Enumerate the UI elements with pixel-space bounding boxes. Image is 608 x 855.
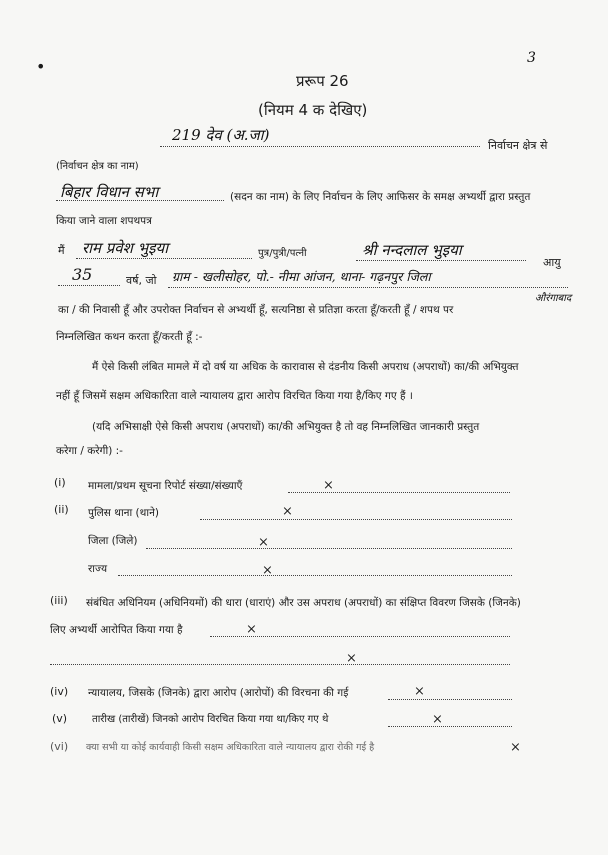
form-title: प्ररूप 26 xyxy=(296,72,349,90)
constituency-line xyxy=(160,146,480,147)
name-line xyxy=(76,258,252,259)
address-line xyxy=(168,287,568,288)
relation-label: पुत्र/पुत्री/पत्नी xyxy=(258,248,307,259)
years-text: वर्ष, जो xyxy=(126,274,157,287)
item-iv-label: न्यायालय, जिसके (जिनके) द्वारा आरोप (आरोपों) की विरचना की गई xyxy=(88,687,349,699)
house-value: बिहार विधान सभा xyxy=(60,183,159,201)
candidate-name: राम प्रवेश भुइया xyxy=(82,239,169,257)
item-vi-label: क्या सभी या कोई कार्यवाही किसी सक्षम अधिकारिता वाले न्यायालय द्वारा रोकी गई है xyxy=(86,742,375,753)
father-line xyxy=(356,260,526,261)
item-ii-district-line xyxy=(146,548,512,549)
item-i-line xyxy=(288,492,510,493)
item-iii-number: (iii) xyxy=(50,594,68,607)
age-line xyxy=(58,285,120,286)
house-text-2: किया जाने वाला शपथपत्र xyxy=(56,215,152,227)
rule-reference: (नियम 4 क देखिए) xyxy=(258,101,368,119)
item-i-number: (i) xyxy=(54,476,66,489)
item-iv-number: (iv) xyxy=(50,685,69,698)
item-ii-nil-mark: × xyxy=(282,504,293,519)
para2-line-1: (यदि अभिसाक्षी ऐसे किसी अपराध (अपराधों) का/की अभियुक्त है तो वह निम्नलिखित जानकारी प्रस्तुत xyxy=(92,421,480,433)
house-text: (सदन का नाम) के लिए निर्वाचन के लिए आफिसर के समक्ष अभ्यर्थी द्वारा प्रस्तुत xyxy=(230,191,531,203)
item-v-line xyxy=(388,726,512,727)
item-iv-line xyxy=(388,699,512,700)
constituency-left-label: (निर्वाचन क्षेत्र का नाम) xyxy=(56,161,139,172)
item-iii-line-1: संबंधित अधिनियम (अधिनियमों) की धारा (धाराएं) और उस अपराध (अपराधों) का संक्षिप्त विवरण जिसके (जिनके) xyxy=(86,597,521,609)
declaration-line-1: का / की निवासी हूँ और उपरोक्त निर्वाचन से अभ्यर्थी हूँ, सत्यनिष्ठा से प्रतिज्ञा करता हूँ/करती हूँ / शपथ पर xyxy=(58,304,454,316)
item-ii-line xyxy=(200,519,512,520)
item-iii-extra-nil-mark: × xyxy=(346,651,357,666)
item-ii-district-nil-mark: × xyxy=(258,535,269,550)
item-i-nil-mark: × xyxy=(323,478,334,493)
item-ii-state-line xyxy=(118,575,512,576)
age-label: आयु xyxy=(543,256,561,269)
item-ii-state: राज्य xyxy=(88,563,108,575)
item-iv-nil-mark: × xyxy=(414,684,425,699)
item-v-label: तारीख (तारीखें) जिनको आरोप विरचित किया गया था/किए गए थे xyxy=(92,714,329,725)
item-ii-state-nil-mark: × xyxy=(262,563,273,578)
item-i-label: मामला/प्रथम सूचना रिपोर्ट संख्या/संख्याएँ xyxy=(88,480,243,492)
para1-line-1: मैं ऐसे किसी लंबित मामले में दो वर्ष या अधिक के कारावास से दंडनीय किसी अपराध (अपराधों) का/की अभियुक्त xyxy=(92,361,519,373)
age-value: 35 xyxy=(72,265,93,284)
constituency-value: 219 देव (अ.जा) xyxy=(172,126,270,144)
item-vi-nil-mark: × xyxy=(510,740,521,755)
item-iii-nil-mark: × xyxy=(246,622,257,637)
item-ii-label: पुलिस थाना (थाने) xyxy=(88,507,160,519)
para2-line-2: करेगा / करेगी) :- xyxy=(56,445,123,457)
constituency-right-label: निर्वाचन क्षेत्र से xyxy=(488,139,548,152)
house-line xyxy=(56,200,224,201)
stray-mark: • xyxy=(36,57,46,76)
item-ii-number: (ii) xyxy=(54,503,69,516)
item-iii-line-2: लिए अभ्यर्थी आरोपित किया गया है xyxy=(50,624,183,636)
item-ii-district: जिला (जिले) xyxy=(88,535,138,547)
address-value: ग्राम - खलीसोहर, पो.- नीमा आंजन, थाना- गढ़नपुर जिला xyxy=(172,269,431,284)
corner-mark: 3 xyxy=(527,50,536,66)
item-v-nil-mark: × xyxy=(432,712,443,727)
address-value-2: औरंगाबाद xyxy=(535,293,572,304)
item-iii-extra-line xyxy=(50,664,510,665)
item-vi-number: (vi) xyxy=(50,740,69,753)
para1-line-2: नहीं हूँ जिसमें सक्षम अधिकारिता वाले न्यायालय द्वारा आरोप विरचित किया गया है/किए गए हैं । xyxy=(56,390,413,402)
identity-prefix: मैं xyxy=(58,244,65,257)
item-v-number: (v) xyxy=(52,712,68,725)
father-name: श्री नन्दलाल भुइया xyxy=(362,241,462,259)
declaration-line-2: निम्नलिखित कथन करता हूँ/करती हूँ :- xyxy=(56,331,203,343)
